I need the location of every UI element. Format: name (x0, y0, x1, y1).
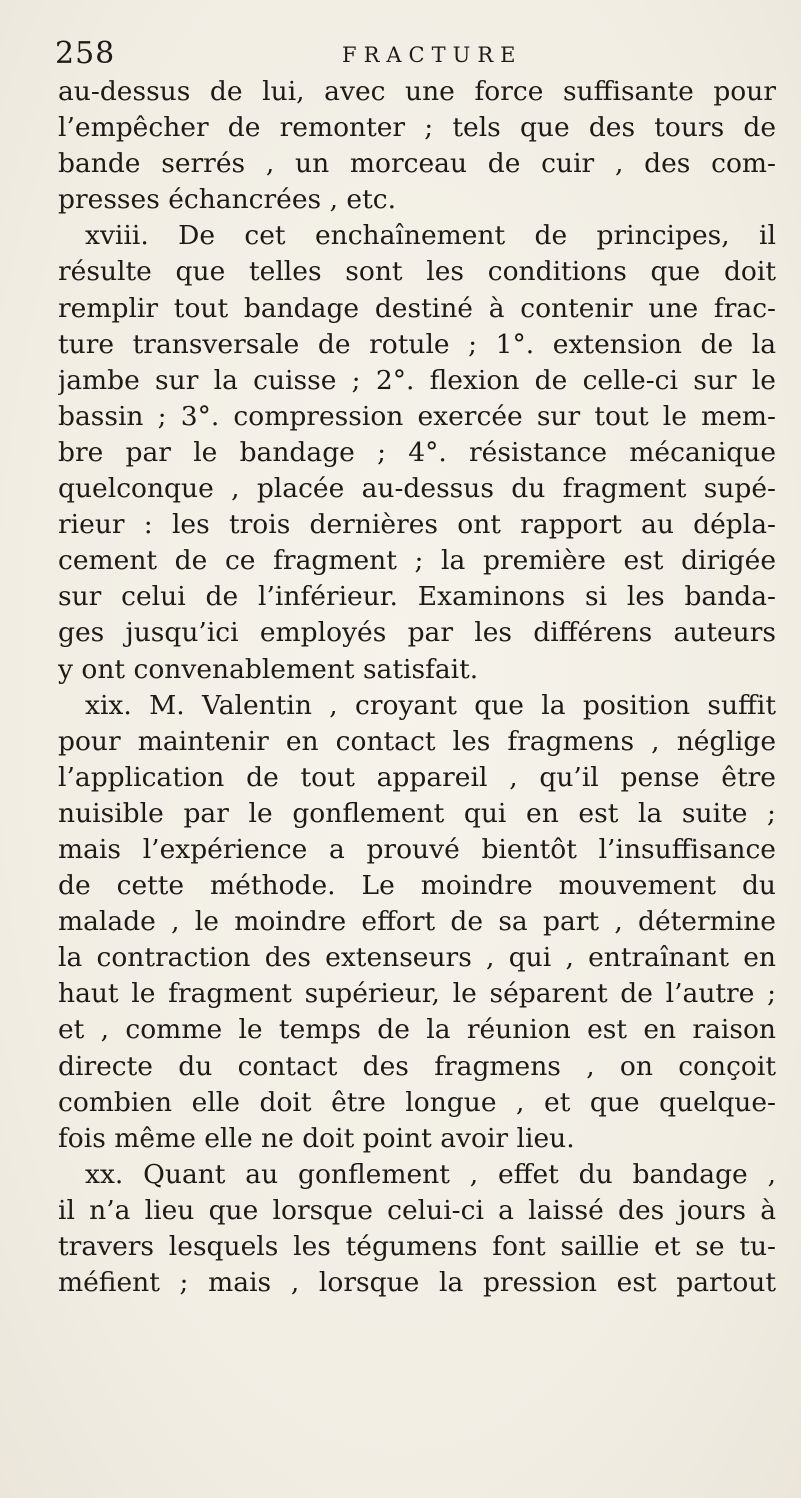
text-line: y ont convenablement satisfait. (58, 653, 479, 685)
text-line: malade , le moindre effort de sa part , détermine (58, 906, 776, 938)
text-line: l’application de tout appareil , qu’il pense être (58, 761, 776, 793)
text-line: nuisible par le gonflement qui en est la suite ; (58, 797, 776, 829)
text-line: l’empêcher de remonter ; tels que des tours de (58, 112, 776, 144)
text-line: ture transversale de rotule ; 1°. extension de la (58, 328, 776, 360)
text-line: au-dessus de lui, avec une force suffisante pour (58, 76, 776, 107)
text-line: et , comme le temps de la réunion est en raison (58, 1014, 776, 1046)
text-line: bassin ; 3°. compression exercée sur tout le mem- (58, 400, 776, 432)
text-line: remplir tout bandage destiné à contenir une frac- (58, 292, 776, 324)
text-line: travers lesquels les tégumens font saillie et se tu- (58, 1231, 776, 1262)
running-title: FRACTURE (342, 43, 523, 67)
page-header (55, 36, 761, 72)
body-text (58, 74, 776, 1301)
text-line: cement de ce fragment ; la première est dirigée (58, 545, 776, 577)
text-line: ges jusqu’ici employés par les différens auteurs (58, 617, 776, 649)
text-line: jambe sur la cuisse ; 2°. flexion de celle-ci sur le (58, 364, 776, 396)
paragraph-start-line: xix. M. Valentin , croyant que la position suffit (85, 689, 776, 721)
text-line: il n’a lieu que lorsque celui-ci a laissé des jours à (58, 1194, 776, 1226)
paragraph-start-line: xviii. De cet enchaînement de principes, il (85, 220, 776, 252)
text-line: mais l’expérience a prouvé bientôt l’insuffisance (58, 833, 776, 865)
text-line: la contraction des extenseurs , qui , entraînant en (58, 942, 776, 974)
text-line: haut le fragment supérieur, le séparent de l’autre ; (58, 978, 776, 1010)
text-line: rieur : les trois dernières ont rapport au dépla- (58, 509, 776, 541)
page-number: 258 (55, 36, 116, 71)
text-line: bre par le bandage ; 4°. résistance mécanique (58, 436, 776, 468)
text-line: combien elle doit être longue , et que quelque- (58, 1086, 776, 1118)
text-line: sur celui de l’inférieur. Examinons si les banda- (58, 581, 776, 613)
paragraph-start-line: xx. Quant au gonflement , effet du bandage , (85, 1158, 776, 1190)
text-line: presses échancrées , etc. (58, 184, 397, 216)
text-line: pour maintenir en contact les fragmens , néglige (58, 725, 776, 757)
text-line: fois même elle ne doit point avoir lieu. (58, 1122, 575, 1154)
text-line: résulte que telles sont les conditions que doit (58, 256, 776, 288)
text-line: bande serrés , un morceau de cuir , des com- (58, 148, 776, 180)
text-line: de cette méthode. Le moindre mouvement du (58, 870, 776, 902)
text-line: directe du contact des fragmens , on conçoit (58, 1050, 776, 1082)
text-line: quelconque , placée au-dessus du fragment supé- (58, 473, 776, 505)
text-line: méfient ; mais , lorsque la pression est partout (58, 1267, 776, 1299)
